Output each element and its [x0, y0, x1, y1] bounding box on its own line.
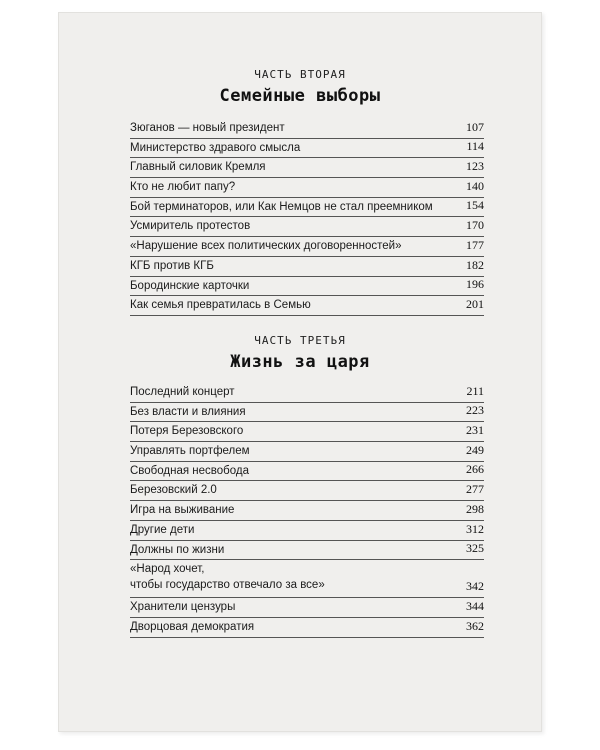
toc-entry-title: Управлять портфелем [130, 445, 250, 458]
toc-entry [130, 423, 484, 443]
toc-rule [130, 315, 484, 316]
toc-entry-title: Главный силовик Кремля [130, 161, 266, 174]
part-three-title: Жизнь за царя [230, 352, 370, 372]
toc-entry [130, 278, 484, 298]
toc-rule [130, 216, 484, 217]
toc-entry-title-line-1: «Народ хочет, [130, 563, 205, 576]
book-page [58, 12, 542, 732]
toc-rule [130, 617, 484, 618]
toc-entry [130, 238, 484, 258]
toc-entry-page: 177 [466, 237, 484, 252]
toc-entry-page: 182 [466, 257, 484, 272]
toc-entry-title: Потеря Березовского [130, 425, 244, 438]
toc-rule [130, 520, 484, 521]
toc-entry-title: Без власти и влияния [130, 405, 246, 418]
toc-entry [130, 443, 484, 463]
toc-entry [130, 599, 484, 619]
toc-entry [130, 522, 484, 542]
toc-rule [130, 256, 484, 257]
toc-entry-title: Усмиритель протестов [130, 220, 251, 233]
toc-entry-page: 277 [466, 482, 484, 497]
toc-entry-title: Игра на выживание [130, 504, 235, 517]
toc-entry-page: 312 [466, 521, 484, 536]
toc-rule [130, 540, 484, 541]
toc-entry-page: 342 [466, 579, 484, 594]
toc-entry-title: Бородинские карточки [130, 279, 250, 292]
toc-entry-page: 325 [466, 541, 484, 556]
toc-entry-title: Дворцовая демократия [130, 620, 255, 633]
toc-entry-title: КГБ против КГБ [130, 259, 214, 272]
toc-entry-title: Бой терминаторов, или Как Немцов не стал преемником [130, 200, 433, 213]
toc-entry [130, 120, 484, 140]
toc-entry-title: «Нарушение всех политических договоренностей» [130, 240, 402, 253]
toc-entry-page: 154 [466, 198, 484, 213]
toc-entry [130, 463, 484, 483]
toc-entry-page: 362 [466, 618, 484, 633]
toc-rule [130, 177, 484, 178]
toc-rule [130, 480, 484, 481]
toc-entry-page: 170 [466, 218, 484, 233]
toc-entry [130, 502, 484, 522]
toc-entry [130, 179, 484, 199]
toc-rule [130, 441, 484, 442]
toc-entry [130, 619, 484, 639]
toc-rule [130, 138, 484, 139]
part-two-title: Семейные выборы [219, 86, 381, 106]
toc-entry [130, 199, 484, 219]
toc-entry [130, 159, 484, 179]
toc-entry [130, 297, 484, 317]
toc-rule [130, 402, 484, 403]
toc-entry-page: 298 [466, 501, 484, 516]
part-two-toc [130, 120, 484, 317]
toc-entry-title [130, 561, 440, 593]
toc-entry-page: 201 [466, 296, 484, 311]
toc-entry-title: Последний концерт [130, 386, 235, 398]
toc-entry-page: 196 [466, 277, 484, 292]
toc-entry-title: Должны по жизни [130, 543, 225, 556]
part-three-label: ЧАСТЬ ТРЕТЬЯ [254, 334, 346, 347]
toc-entry [130, 404, 484, 424]
toc-rule [130, 597, 484, 598]
toc-entry-title: Свободная несвобода [130, 464, 249, 477]
toc-rule [130, 236, 484, 237]
toc-entry-page: 140 [466, 178, 484, 193]
toc-entry-title: Кто не любит папу? [130, 181, 236, 194]
toc-entry-title: Хранители цензуры [130, 601, 236, 614]
toc-entry-title-line-2: чтобы государство отвечало за все» [130, 579, 325, 592]
toc-rule [130, 637, 484, 638]
toc-entry [130, 258, 484, 278]
toc-entry-title: Другие дети [130, 523, 195, 536]
toc-entry-page: 211 [466, 383, 484, 398]
toc-entry [130, 140, 484, 160]
toc-entry-title: Зюганов — новый президент [130, 122, 285, 134]
toc-entry-page: 231 [466, 423, 484, 438]
part-two-label: ЧАСТЬ ВТОРАЯ [254, 68, 346, 81]
toc-entry-page: 223 [466, 403, 484, 418]
toc-entry-title: Министерство здравого смысла [130, 141, 301, 154]
toc-entry-page: 114 [466, 139, 484, 154]
toc-entry-page: 249 [466, 442, 484, 457]
toc-entry-page: 344 [466, 598, 484, 613]
toc-entry [130, 561, 484, 599]
toc-rule [130, 295, 484, 296]
toc-rule [130, 276, 484, 277]
toc-entry-page: 123 [466, 159, 484, 174]
part-three-toc [130, 384, 484, 639]
toc-entry-title: Как семья превратилась в Семью [130, 299, 311, 312]
toc-rule [130, 421, 484, 422]
toc-entry [130, 482, 484, 502]
toc-rule [130, 559, 484, 560]
toc-rule [130, 157, 484, 158]
toc-entry-title: Березовский 2.0 [130, 484, 217, 497]
toc-entry [130, 218, 484, 238]
toc-entry [130, 542, 484, 562]
toc-entry-page: 266 [466, 462, 484, 477]
toc-rule [130, 461, 484, 462]
toc-entry [130, 384, 484, 404]
toc-rule [130, 500, 484, 501]
toc-rule [130, 197, 484, 198]
toc-entry-page: 107 [466, 119, 484, 134]
